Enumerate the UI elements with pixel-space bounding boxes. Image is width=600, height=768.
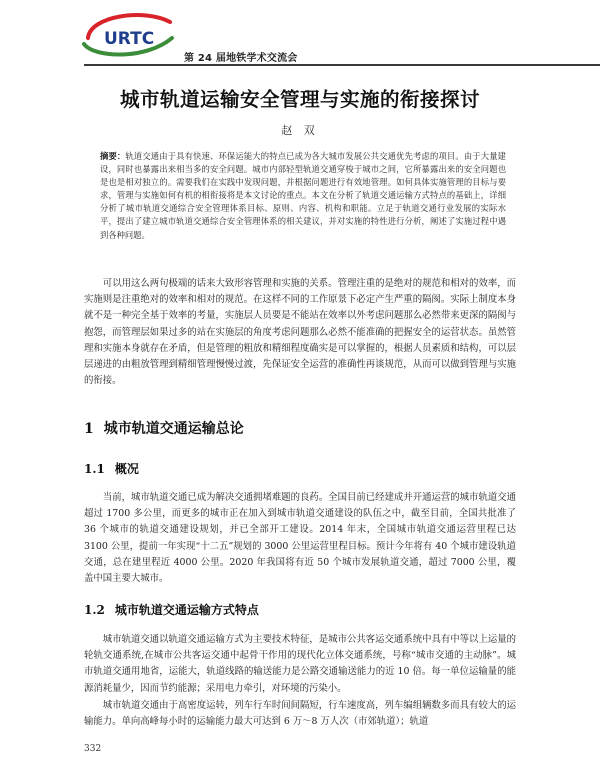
section-1-2-paragraph-a: 城市轨道交通以轨道交通运输方式为主要技术特征，是城市公共客运交通系统中具有中等以上运量的轮轨交通系统,在城市公共客运交通中起骨干作用的现代化立体交通系统，号称“城市交通的主动脉”。城市轨道交通用地省，运能大，轨道线路的输送能力是公路交通输送能力的近 10 倍。每一单位运输量的能源消耗量少，因而节约能源；采用电力牵引，对环境的污染小。 xyxy=(84,634,516,694)
section-1-1-heading xyxy=(84,460,139,477)
section-1-2-title: 城市轨道交通运输方式特点 xyxy=(114,603,259,617)
section-1-1-paragraph: 当前，城市轨道交通已成为解决交通拥堵难题的良药。全国目前已经建成并开通运营的城市轨道交通超过 1700 多公里，而更多的城市正在加入到城市轨道交通建设的队伍之中，截至目前，全国共批准了 36 个城市的轨道交通建设规划，并已全部开工建设。2014 年末，全国城市轨道交通运营里程已达 3100 公里，提前一年实现“十二五”规划的 3000 公里运营里程目标。预计今年将有 40 个城市建设轨道交通，总在建里程近 4000 公里。2020 年我国将有近 50 个城市发展轨道交通，超过 7000 公里，覆盖中国主要大城市。 xyxy=(84,492,516,585)
abstract xyxy=(100,150,506,242)
section-1-2-paragraph-b: 城市轨道交通由于高密度运转，列车行车时间间隔短，行车速度高，列车编组辆数多而具有较大的运输能力。单向高峰每小时的运输能力最大可达到 6 万～8 万人次（市郊轨道）；轨道 xyxy=(84,700,516,728)
section-1-1-number: 1.1 xyxy=(84,462,105,476)
section-1-heading xyxy=(84,418,244,438)
header-divider xyxy=(84,64,600,66)
abstract-label: 摘要： xyxy=(100,151,126,161)
section-1-2-number: 1.2 xyxy=(84,603,105,617)
section-1-1-title: 概况 xyxy=(114,462,139,476)
urtc-logo xyxy=(74,8,178,60)
paper-author: 赵 双 xyxy=(281,124,319,137)
logo-text: URTC xyxy=(104,29,155,49)
intro-paragraph: 可以用这么两句极端的话来大致形容管理和实施的关系。管理注重的是绝对的规范和相对的效率，而实施则是注重绝对的效率和相对的规范。在这样不同的工作原景下必定产生严重的隔阂。实际上制度本身就不是一种完全基于效率的考量，实施层人员要是不能站在效率以外考虑问题那么必然带来更深的隔阂与抱怨，而管理层如果过多的站在实施层的角度考虑问题那么必然不能准确的把握安全的运营状态。虽然管理和实施本身就存在矛盾，但是管理的粗放和精细程度确实是可以掌握的，根据人员素质和结构，可以层层递进的由粗放管理到精细管理慢慢过渡，先保证安全运营的准确性再谈规范，从而可以做到管理与实施的衔接。 xyxy=(84,278,516,387)
page-number: 332 xyxy=(84,744,102,754)
section-1-title: 城市轨道交通运输总论 xyxy=(103,421,244,437)
section-1-number: 1 xyxy=(84,421,94,437)
section-1-2-heading xyxy=(84,601,259,618)
paper-title: 城市轨道运输安全管理与实施的衔接探讨 xyxy=(119,88,480,111)
page-header xyxy=(0,0,600,66)
abstract-text: 轨道交通由于具有快速、环保运能大的特点已成为各大城市发展公共交通优先考虑的项目。由于大量建设，同时也暴露出来相当多的安全问题。城市内部轻型轨道交通穿梭于城市之间，它所暴露出来的安全问题也是也是相对独立的。需要我们在实践中发现问题，并根据问题进行有效地管理。如何具体实施管理的目标与要求，管理与实施如何有机的相衔接将是本文讨论的重点。本文在分析了轨道交通运输方式特点的基础上，详细分析了城市轨道交通综合安全管理体系目标、原则、内容、机构和职能。立足于轨道交通行业发展的实际水平，提出了建立城市轨道交通综合安全管理体系的相关建议，并对实施的特性进行分析，阐述了实施过程中遇到各种问题。 xyxy=(100,151,506,240)
conference-title: 第 24 届地铁学术交流会 xyxy=(184,53,298,64)
